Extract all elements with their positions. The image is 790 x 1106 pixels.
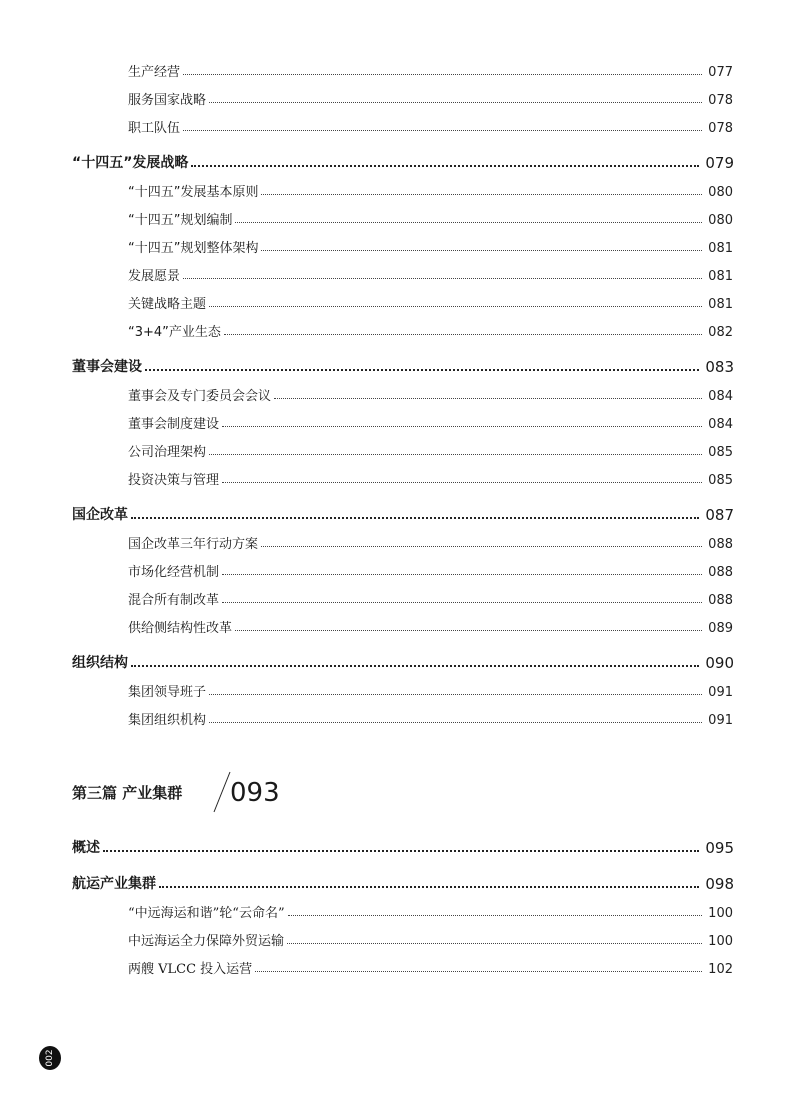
- toc-subsection-entry[interactable]: [128, 436, 733, 460]
- toc-entry-page: 082: [708, 325, 733, 340]
- toc-entry-title: 公司治理架构: [128, 445, 207, 460]
- toc-entry-title: 航运产业集群: [72, 876, 156, 892]
- toc-entry-page: 079: [705, 154, 734, 172]
- toc-entry-page: 080: [708, 185, 733, 200]
- toc-entry-title: “十四五”规划整体架构: [128, 241, 259, 256]
- toc-entry-title: 市场化经营机制: [128, 565, 220, 580]
- dot-leader: [255, 971, 702, 972]
- toc-subsection-entry[interactable]: [128, 232, 733, 256]
- toc-entry-title: 组织结构: [72, 655, 128, 671]
- toc-entry-title: 供给侧结构性改革: [128, 621, 233, 636]
- toc-entry-title: 生产经营: [128, 65, 181, 80]
- toc-entry-title: 集团组织机构: [128, 713, 207, 728]
- toc-entry-page: 087: [705, 506, 734, 524]
- dot-leader: [274, 398, 702, 399]
- dot-leader: [145, 369, 699, 371]
- toc-entry-page: 100: [708, 906, 733, 921]
- dot-leader: [209, 102, 702, 103]
- toc-subsection-entry[interactable]: [128, 925, 733, 949]
- toc-entry-title: 国企改革: [72, 507, 128, 523]
- toc-section-entry[interactable]: [72, 831, 734, 857]
- dot-leader: [209, 722, 702, 723]
- toc-subsection-entry[interactable]: [128, 464, 733, 488]
- toc-entry-page: 081: [708, 241, 733, 256]
- toc-entry-page: 088: [708, 537, 733, 552]
- toc-entry-page: 084: [708, 389, 733, 404]
- toc-entry-page: 081: [708, 297, 733, 312]
- toc-entry-page: 078: [708, 93, 733, 108]
- dot-leader: [103, 850, 699, 852]
- toc-entry-title: 董事会及专门委员会会议: [128, 389, 272, 404]
- toc-entry-page: 083: [705, 358, 734, 376]
- toc-subsection-entry[interactable]: [128, 584, 733, 608]
- toc-entry-page: 089: [708, 621, 733, 636]
- toc-entry-title: 关键战略主题: [128, 297, 207, 312]
- dot-leader: [222, 574, 702, 575]
- toc-subsection-entry[interactable]: [128, 176, 733, 200]
- toc-entry-title: 服务国家战略: [128, 93, 207, 108]
- dot-leader: [183, 278, 702, 279]
- dot-leader: [209, 694, 702, 695]
- toc-subsection-entry[interactable]: [128, 260, 733, 284]
- toc-subsection-entry[interactable]: [128, 612, 733, 636]
- toc-entry-title: “中远海运和谐”轮“云命名”: [128, 906, 285, 921]
- dot-leader: [159, 886, 699, 888]
- toc-subsection-entry[interactable]: [128, 897, 733, 921]
- toc-subsection-entry[interactable]: [128, 204, 733, 228]
- dot-leader: [261, 546, 702, 547]
- toc-entry-title: “3+4”产业生态: [128, 325, 221, 340]
- toc-entry-title: 董事会制度建设: [128, 417, 220, 432]
- dot-leader: [287, 943, 702, 944]
- dot-leader: [222, 482, 702, 483]
- slash-divider: [212, 770, 232, 814]
- dot-leader: [235, 222, 702, 223]
- dot-leader: [261, 250, 702, 251]
- dot-leader: [224, 334, 702, 335]
- toc-subsection-entry[interactable]: [128, 316, 733, 340]
- toc-subsection-entry[interactable]: [128, 84, 733, 108]
- dot-leader: [191, 165, 699, 167]
- toc-entry-title: 国企改革三年行动方案: [128, 537, 259, 552]
- toc-entry-page: 078: [708, 121, 733, 136]
- toc-entry-title: 职工队伍: [128, 121, 181, 136]
- dot-leader: [209, 306, 702, 307]
- toc-section-entry[interactable]: [72, 498, 734, 524]
- toc-entry-title: 混合所有制改革: [128, 593, 220, 608]
- toc-entry-page: 081: [708, 269, 733, 284]
- toc-entry-title: 发展愿景: [128, 269, 181, 284]
- toc-subsection-entry[interactable]: [128, 288, 733, 312]
- toc-entry-page: 100: [708, 934, 733, 949]
- dot-leader: [222, 602, 702, 603]
- dot-leader: [131, 665, 699, 667]
- toc-subsection-entry[interactable]: [128, 380, 733, 404]
- toc-subsection-entry[interactable]: [128, 704, 733, 728]
- toc-entry-page: 077: [708, 65, 733, 80]
- toc-section-entry[interactable]: [72, 350, 734, 376]
- toc-entry-title: “十四五”规划编制: [128, 213, 233, 228]
- toc-entry-title: 董事会建设: [72, 359, 142, 375]
- toc-section-entry[interactable]: [72, 646, 734, 672]
- toc-entry-page: 102: [708, 962, 733, 977]
- toc-entry-title: 概述: [72, 840, 100, 856]
- toc-entry-page: 088: [708, 593, 733, 608]
- dot-leader: [222, 426, 702, 427]
- toc-section-entry[interactable]: [72, 867, 734, 893]
- toc-entry-title: 中远海运全力保障外贸运输: [128, 934, 285, 949]
- toc-subsection-entry[interactable]: [128, 528, 733, 552]
- part-heading: [72, 780, 372, 820]
- toc-entry-page: 098: [705, 875, 734, 893]
- toc-entry-page: 095: [705, 839, 734, 857]
- page-number-badge: 002: [39, 1046, 61, 1070]
- dot-leader: [183, 130, 702, 131]
- toc-entry-page: 088: [708, 565, 733, 580]
- toc-subsection-entry[interactable]: [128, 676, 733, 700]
- toc-entry-title: “十四五”发展基本原则: [128, 185, 259, 200]
- toc-entry-title: 投资决策与管理: [128, 473, 220, 488]
- toc-subsection-entry[interactable]: [128, 408, 733, 432]
- toc-subsection-entry[interactable]: [128, 556, 733, 580]
- toc-subsection-entry[interactable]: [128, 112, 733, 136]
- toc-subsection-entry[interactable]: [128, 953, 733, 977]
- part-page-number: 093: [230, 778, 280, 808]
- dot-leader: [235, 630, 702, 631]
- toc-entry-page: 084: [708, 417, 733, 432]
- dot-leader: [183, 74, 702, 75]
- toc-entry-page: 085: [708, 473, 733, 488]
- toc-entry-page: 091: [708, 713, 733, 728]
- toc-subsection-entry[interactable]: [128, 56, 733, 80]
- toc-entry-title: 集团领导班子: [128, 685, 207, 700]
- toc-section-entry[interactable]: [72, 146, 734, 172]
- part-title: 第三篇 产业集群: [72, 784, 183, 802]
- toc-entry-title: “十四五”发展战略: [72, 155, 189, 171]
- dot-leader: [261, 194, 702, 195]
- toc-entry-page: 080: [708, 213, 733, 228]
- toc-entry-page: 085: [708, 445, 733, 460]
- dot-leader: [209, 454, 702, 455]
- dot-leader: [131, 517, 699, 519]
- toc-entry-title: 两艘 VLCC 投入运营: [128, 962, 253, 977]
- toc-entry-page: 090: [705, 654, 734, 672]
- dot-leader: [288, 915, 703, 916]
- toc-entry-page: 091: [708, 685, 733, 700]
